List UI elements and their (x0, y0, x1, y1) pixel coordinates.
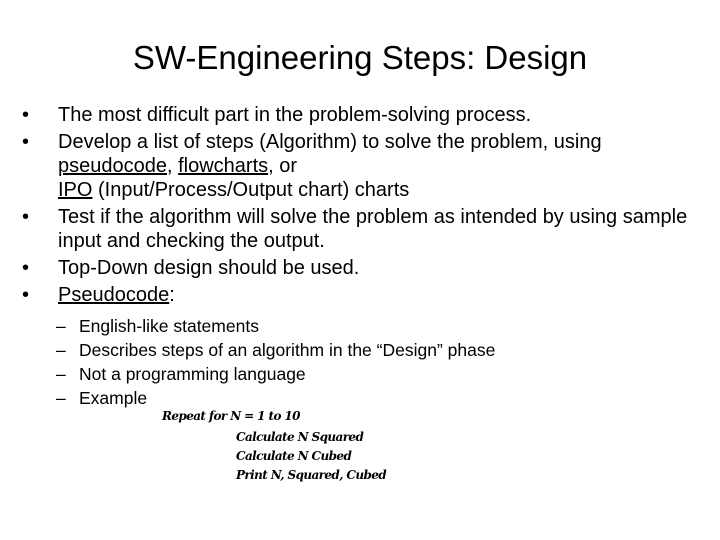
sub-item-text: English-like statements (79, 316, 259, 336)
bullet-text: The most difficult part in the problem-solving process. (58, 104, 532, 126)
bullet-item (22, 103, 702, 127)
sub-bullet-list (56, 314, 676, 410)
bullet-text: , (166, 155, 179, 177)
flowcharts-link[interactable]: flowcharts (178, 155, 269, 177)
bullet-text: , or (268, 155, 298, 177)
code-line: Repeat for N = 1 to 10 (162, 409, 300, 423)
bullet-item (22, 283, 702, 307)
sub-dash: – (56, 340, 66, 360)
sub-item-text: Describes steps of an algorithm in the “Design” phase (79, 340, 496, 360)
ipo-link[interactable]: IPO (58, 179, 93, 201)
bullet-item (22, 256, 702, 280)
sub-item-text: Example (79, 388, 148, 408)
bullet-dot: • (22, 257, 30, 279)
bullet-item (22, 130, 702, 202)
bullet-text: : (169, 284, 175, 306)
bullet-text: (Input/Process/Output chart) charts (92, 179, 410, 201)
slide-title: SW-Engineering Steps: Design (132, 39, 588, 76)
bullet-text: Top-Down design should be used. (58, 257, 360, 279)
sub-item (56, 386, 676, 410)
bullet-text: Develop a list of steps (Algorithm) to solve the problem, using (58, 131, 602, 153)
code-line: Calculate N Squared (236, 430, 364, 444)
bullet-dot: • (22, 104, 30, 126)
bullet-dot: • (22, 206, 30, 228)
bullet-list (22, 103, 702, 310)
bullet-item (22, 205, 702, 253)
sub-item (56, 338, 676, 362)
code-line: Calculate N Cubed (236, 449, 352, 463)
code-line: Print N, Squared, Cubed (236, 468, 387, 482)
bullet-dot: • (22, 131, 30, 153)
sub-item (56, 362, 676, 386)
sub-dash: – (56, 316, 66, 336)
pseudocode-link[interactable]: pseudocode (58, 155, 167, 177)
bullet-dot: • (22, 284, 30, 306)
bullet-text: Test if the algorithm will solve the problem as intended by using sample input and checking the output. (58, 206, 688, 252)
sub-dash: – (56, 364, 66, 384)
sub-dash: – (56, 388, 66, 408)
sub-item-text: Not a programming language (79, 364, 306, 384)
sub-item (56, 314, 676, 338)
pseudocode-heading-link[interactable]: Pseudocode (58, 284, 170, 306)
